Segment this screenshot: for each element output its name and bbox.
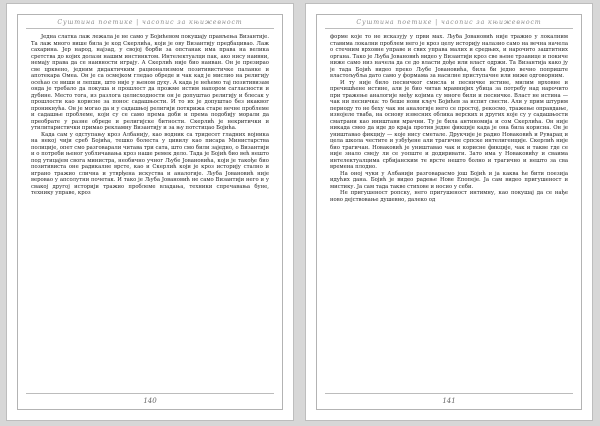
right-paragraph-1: форме које то не исказују у први мах. Љуба Јовановић није тражио у локалним ставима локални проблем него је кроз целу историју налазио само на вечна начела о стечним врховне управе и свих управа малих и средњих, и нарочито заштитних органа. Тако је Љуба Јовановић видео у Византији кроз све њене трзавице и покиче ниже само низ начела да се до власти дође или власт одржи. Та Византија како ју је тада Бојић видео преко Љубе Јовановића, била би једно вечно поприште властољубља дато само у формама за насилне приступачне или ниже одговорним. (330, 34, 568, 79)
right-paragraph-2: И ту није било песничког смисла и песничке истине, милим врховне и пречишћене истине, али је био читав мрамнијих убица за потребу над нарочито при тражење аналогије међу којима су многе били и песничке. Власт не истина — чак ни песничка: то беше нови кључ Бојићев за испит свести. Али у прим штурим периоду то не беху чак ни аналогије него се простој, рекосмо, тражење оправдање, изнојеле тваба, на основу извесних облика верских и других које су у садашњости сматрани као иништави мрачни. Ту је била антиномија и сом Скерлића. Он није никада смео да иде до краја против једне фикције када је она била корисна. Он је уништавао фикцију — које нису сметале. Друкчије је радио Новаковић и Руварац и цела школа честите и узбуђене али трагичне српске интелигенције. Скерлић није био трагичан. Новаковић је уништавао чак и корисне фикције, чак и такве где се није знало смеју ли се уопште и додиривати. Зато има у Новаковићу и сваима интелектуалцима србијанским те врсте нешто болно и трагично и нешто за сва времена плодно. (330, 79, 568, 170)
left-running-header: Суштина поетике | часопис за књижевност (57, 19, 243, 26)
right-page-number: 141 (442, 397, 456, 405)
right-paragraph-3: На оној чуки у Албанији разговарасмо још Бојић и ја каква ће бити поезија идућих дана. Бојић је видео радење Нове Епопеје. Ја сам видео пригушеност и мистику. Ја сам тада такве стихове и носио у себи. (330, 170, 568, 190)
left-page-frame (17, 14, 283, 410)
left-paragraph-1: Једна слатка лаж лежала је не само у Бојићевом покушају прављења Византије. Та лаж много више била је код Скерлића, који је ову Византију предбацивао. Лаж сахарина. Јер народ, најзад, у својој борби за опстанак има права на велика сретства до којих долази нашим инстинктом. Интелектуалци пак, ако нису наивни, немају права да се наивности играју. А Скерлић није био наиван. Он је презирао све црквено, једним дидактичким рационализмом позитивистичке паланке и апотекара Омеа. Он је са осмејком гледао обреде и чак кад је мислио на религију осећао се виши и лепши, што није у њеном духу. А када је нећемо таj позитивизам онда је требало да покуша и прошлост да прожме истим напором сагласности и дубине. Место тога, из разлога целисходности он је допуштао религију и блесак у прошлости као корисне за понос садашњости. И то их је допуштао без икаквог проникнућа. Он је могао да и у садашњој религији поткрижа старе вечне проблеме и садашње проблеме, који су се само према доби и према подобију морали да преобрате у разне обреде и религијске битности. Скерлић је некритички и утилитаристички примао рекламну Византију и за њу потстицао Бојића. (31, 34, 269, 131)
left-page-number: 140 (143, 397, 157, 405)
left-footer-rule (26, 393, 274, 394)
left-paragraph-2: Када сам у одступању кроз Албанију, као водник са тридесет гладних војника на некој чији среб Бојића, тешко болеста у цивилу као писара Министарства полиције, опет смо разговарали читава три сата, што смо били заједно, о Византији и о потреби њеног уобличавања кроз наше ремек дело. Тада је Бојић био већ нешто под утицајем свога министра, необично учног Љубе Јовановића, који је такође био позитивиста оне радикалне врсте, као и Скерлић који је кроз историју стално и играно тражио слична и утврђена искуства и аналогије. Љуба Јовановић није веровао у апсолутни почетак. И тако је Љуба Јовановић не само Византији него и у свакој другој историји тражио проблеме владања, техники спречавања буне, технику управе, кроз (31, 131, 269, 196)
left-page (6, 3, 294, 421)
right-page-body (330, 34, 568, 390)
right-page-frame (316, 14, 582, 410)
left-header-rule (26, 28, 274, 29)
left-page-body (31, 34, 269, 390)
right-footer-rule (325, 393, 573, 394)
right-page (305, 3, 593, 421)
right-header-rule (325, 28, 573, 29)
right-running-header: Суштина поетике | часопис за књижевност (356, 19, 542, 26)
right-paragraph-4: Не пригушеност ропску, него пригушеност интимну, као покушај да се нађе ново дејствовање душевно, далеко од (330, 190, 568, 203)
